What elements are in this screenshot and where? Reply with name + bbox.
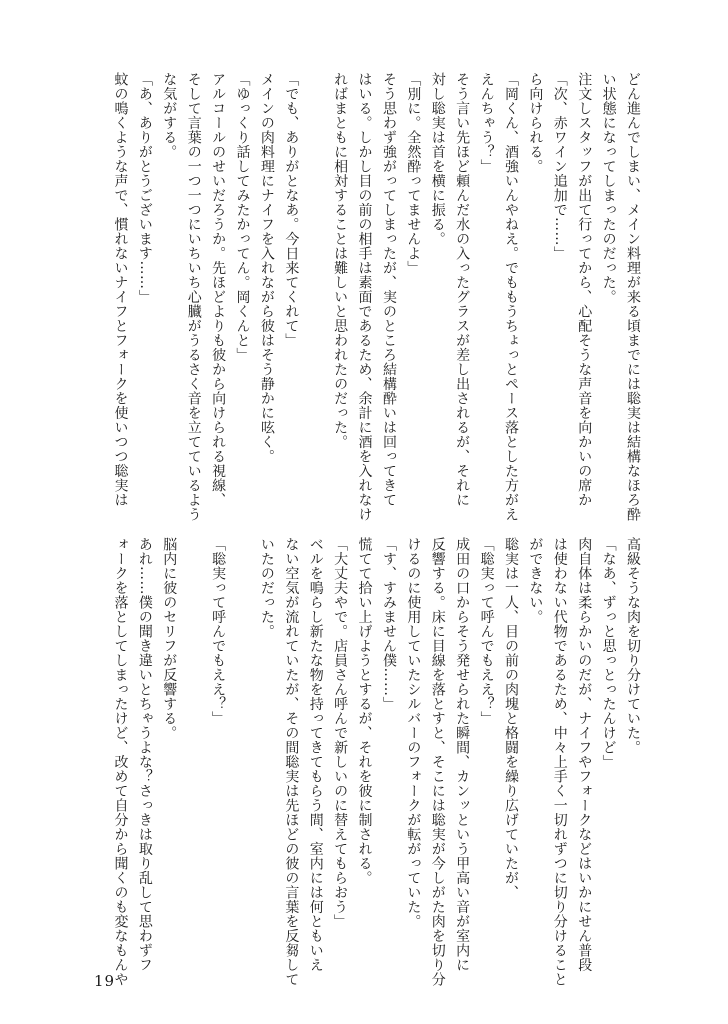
- text-line: 「あ、ありがとうございます……」: [136, 72, 153, 304]
- text-line: アルコールのせいだろうか。先ほどよりも彼から向けられる視線、: [210, 72, 227, 507]
- text-line: ない空気が流れていたが、その間聡実は先ほどの彼の言葉を反芻して: [283, 537, 300, 987]
- text-line: そう思わず強がってしまったが、実のところ結構酔いは回ってきて: [380, 72, 397, 507]
- text-line: 対し聡実は首を横に振る。: [429, 72, 446, 246]
- text-block-top: [108, 72, 645, 522]
- text-line: えんちゃう？」: [478, 72, 495, 174]
- text-block-bottom: [108, 537, 645, 987]
- text-line: [303, 72, 327, 508]
- text-line: どん進んでしまい、メイン料理が来る頃までには聡実は結構なほろ酔: [625, 72, 641, 522]
- text-line: 肉自体は柔らかいのだが、ナイフやフォークなどはいかにせん普段: [576, 537, 593, 972]
- text-line: ればまともに相対することは難しいと思われたのだった。: [332, 72, 349, 449]
- page-number: 19: [94, 972, 116, 990]
- text-line: 「次、赤ワイン追加で……」: [551, 72, 568, 261]
- text-line: そして言葉の一つ一つにいちいち心臓がうるさく音を立てているよう: [185, 72, 202, 522]
- text-line: 「でも、ありがとなあ。今日来てくれて」: [283, 72, 300, 348]
- text-line: はいる。しかし目の前の相手は素面であるため、余計に酒を入れなけ: [356, 72, 373, 522]
- text-line: い状態になってしまったのだった。: [600, 72, 617, 304]
- text-line: ベルを鳴らし新たな物を持ってきてもらう間、室内には何ともいえ: [307, 537, 324, 972]
- text-line: ォークを落としてしまったけど、改めて自分から聞くのも変なもんや: [112, 537, 129, 987]
- text-line: 高級そうな肉を切り分けていた。: [625, 537, 641, 755]
- text-line: [181, 537, 205, 977]
- text-line: そう言い先ほど頼んだ水の入ったグラスが差し出されるが、それに: [454, 72, 471, 507]
- text-line: けるのに使用していたシルバーのフォークが転がっていた。: [405, 537, 422, 929]
- text-line: 「聡実って呼んでもええ？」: [210, 537, 227, 726]
- text-line: 聡実は一人、目の前の肉塊と格闘を繰り広げていたが、: [502, 537, 519, 900]
- text-line: 「ゆっくり話してみたかってん。岡くんと」: [234, 72, 251, 362]
- text-line: は使わない代物であるため、中々上手く一切れずつに切り分けること: [551, 537, 568, 987]
- text-line: 「岡くん、酒強いんやねえ。でももうちょっとペース落とした方がえ: [502, 72, 519, 522]
- text-line: 慌てて拾い上げようとするが、それを彼に制される。: [356, 537, 373, 885]
- text-line: 「なあ、ずっと思っとったんけど」: [600, 537, 617, 769]
- text-line: 「大丈夫やで。店員さん呼んで新しいのに替えてもらおう」: [332, 537, 349, 929]
- text-line: メインの肉料理にナイフを入れながら彼はそう静かに呟く。: [258, 72, 275, 464]
- text-line: 注文しスタッフが出て行ってから、心配そうな声音を向かいの席か: [576, 72, 593, 507]
- text-line: な気がする。: [161, 72, 178, 159]
- text-line: ら向けられる。: [527, 72, 544, 174]
- text-line: [230, 537, 254, 977]
- text-line: ができない。: [527, 537, 544, 624]
- text-line: 反響する。床に目線を落とすと、そこには聡実が今しがた肉を切り分: [429, 537, 446, 987]
- text-line: 「す、すみません僕……」: [380, 537, 397, 711]
- text-line: 「聡実って呼んでもええ？」: [478, 537, 495, 726]
- text-line: 「別に。全然酔ってませんよ」: [405, 72, 422, 275]
- text-line: あれ……僕の聞き違いとちゃうよな？さっきは取り乱して思わずフ: [136, 537, 153, 972]
- text-line: 蚊の鳴くような声で、慣れないナイフとフォークを使いつつ聡実は: [112, 72, 129, 507]
- text-line: 成田の口からそう発せられた瞬間、カンッという甲高い音が室内に: [454, 537, 471, 972]
- text-line: 脳内に彼のセリフが反響する。: [161, 537, 178, 740]
- text-line: いたのだった。: [258, 537, 275, 639]
